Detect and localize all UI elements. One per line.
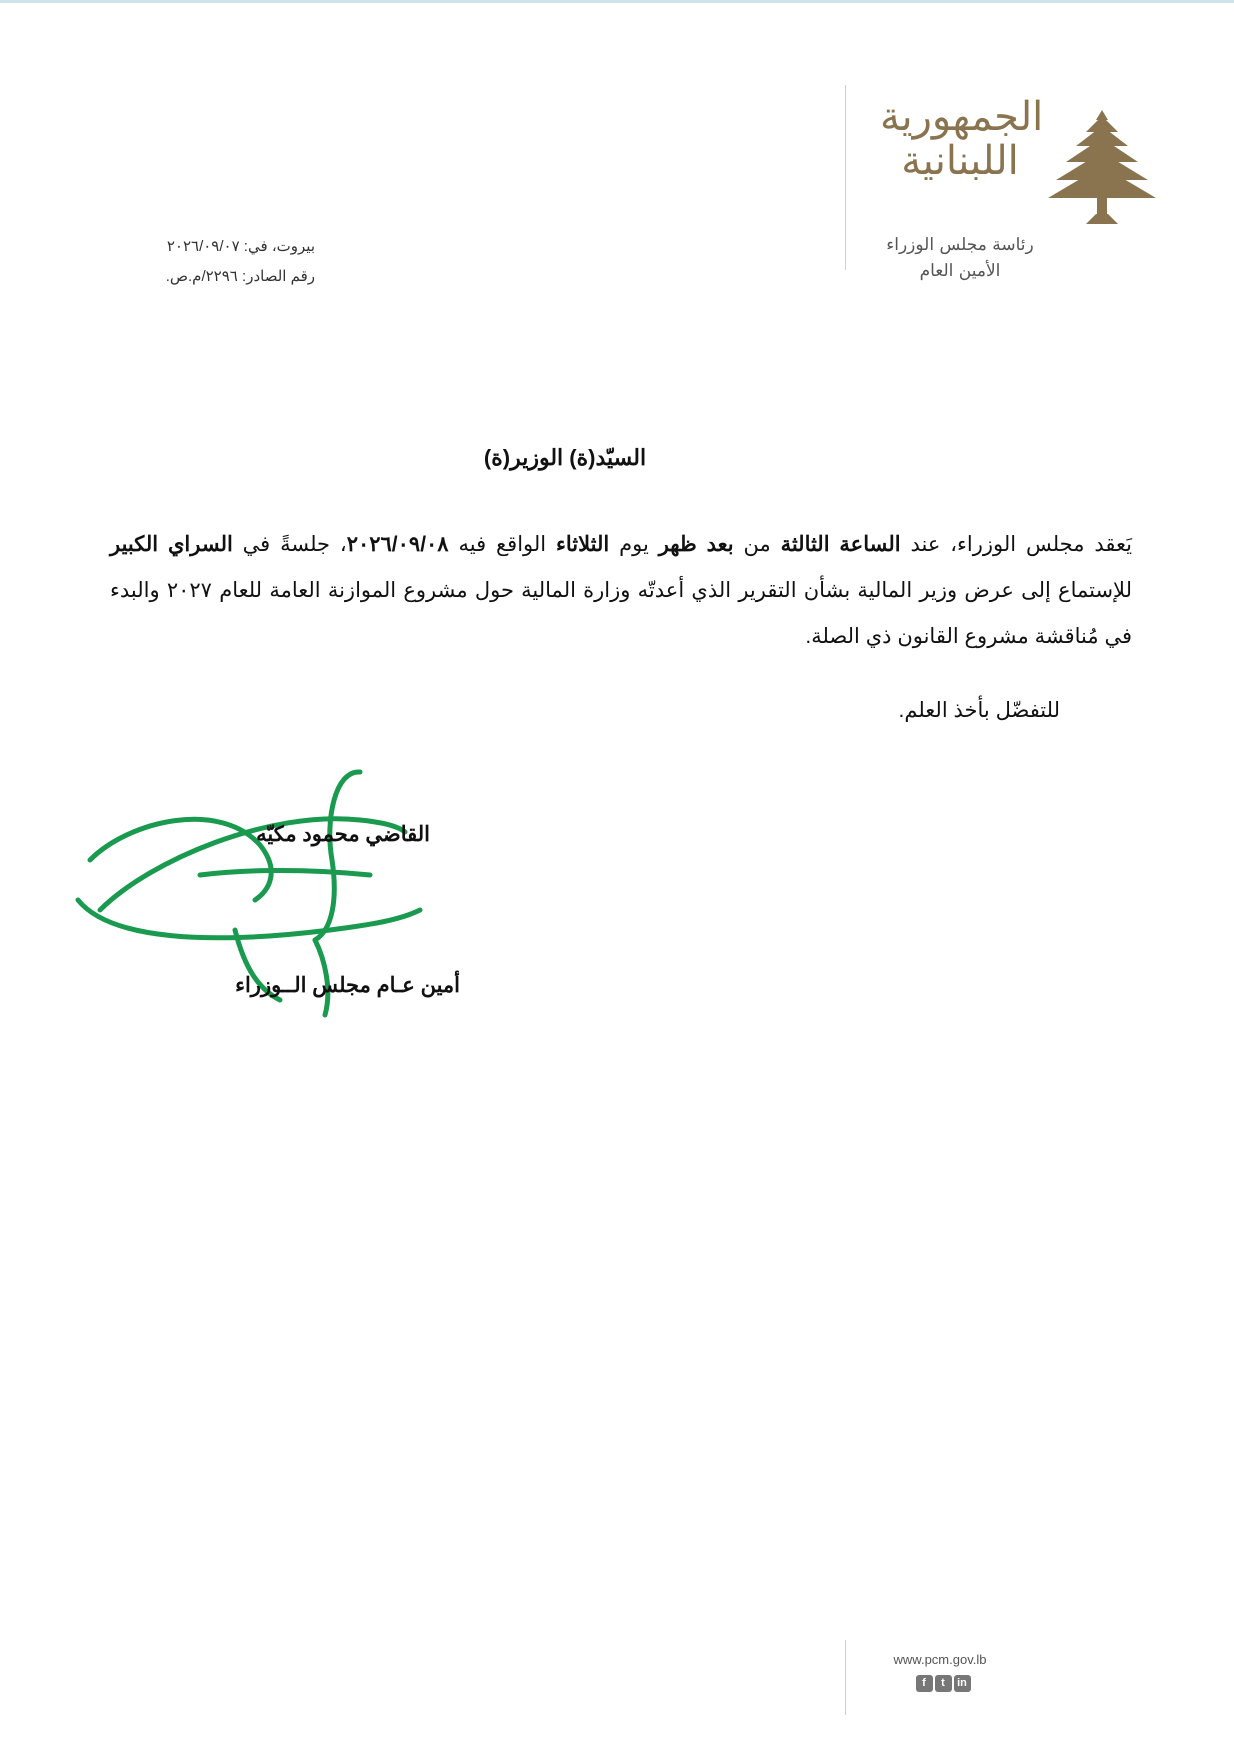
header-divider xyxy=(845,85,846,270)
reference-number: رقم الصادر: ٢٢٩٦/م.ص. xyxy=(165,268,315,285)
recipient-heading: السيّد(ة) الوزير(ة) xyxy=(483,445,647,470)
closing-line: للتفضّل بأخذ العلم. xyxy=(898,699,1060,722)
signer-name: القاضي محمود مكيّه xyxy=(256,823,430,846)
website-link[interactable]: www.pcm.gov.lb xyxy=(893,1652,987,1667)
footer-divider xyxy=(845,1640,846,1715)
facebook-icon[interactable]: f xyxy=(916,1675,933,1692)
top-border xyxy=(0,0,1234,3)
presidency-label: رئاسة مجلس الوزراء الأمين العام xyxy=(886,235,1034,281)
date-line: بيروت، في: ٢٠٢٦/٠٩/٠٧ xyxy=(166,238,315,255)
social-icons xyxy=(903,1675,983,1692)
twitter-icon[interactable]: t xyxy=(935,1675,952,1692)
letter-body: يَعقد مجلس الوزراء، عند الساعة الثالثة من بعد ظهر يوم الثلاثاء الواقع فيه ٢٠٢٦/٠٩/٠٨، جلسةً في السراي الكبير للإستماع إلى عرض وزير المالية بشأن التقرير الذي أعدتّه وزارة المالية حول مشروع الموازنة العامة للعام ٢٠٢٧ والبدء في مُناقشة مشروع القانون ذي الصلة. xyxy=(110,533,1132,648)
republic-logotype: الجمهورية اللبنانية xyxy=(880,94,1044,184)
signer-title: أمين عـام مجلس الــوزراء xyxy=(235,974,460,997)
linkedin-icon[interactable]: in xyxy=(954,1675,971,1692)
reference-block xyxy=(115,232,315,292)
cedar-icon xyxy=(1046,106,1158,226)
